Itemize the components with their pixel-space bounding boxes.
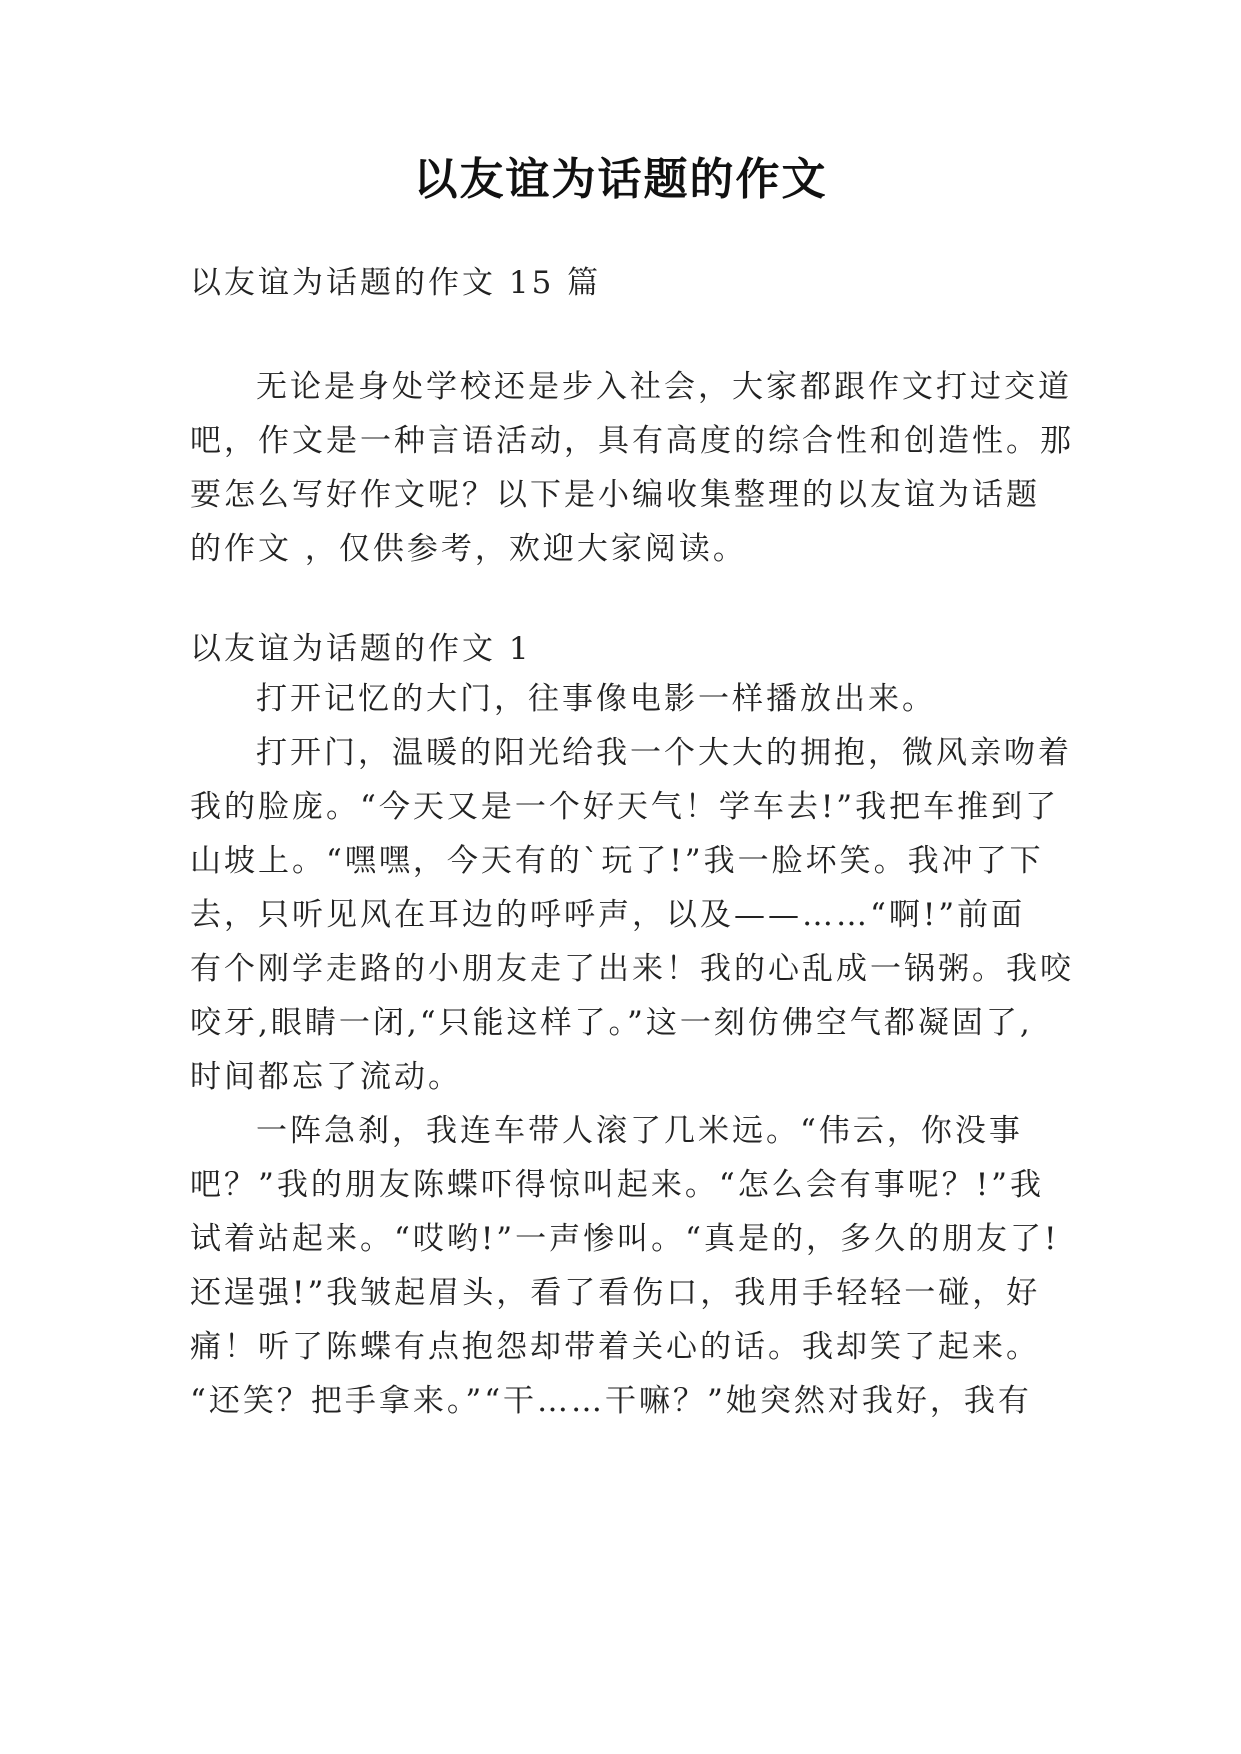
intro-line-3: 要怎么写好作文呢？以下是小编收集整理的以友谊为话题 xyxy=(190,477,1040,513)
intro-line-1: 无论是身处学校还是步入社会，大家都跟作文打过交道 xyxy=(256,369,1072,405)
body-line-2: 打开门，温暖的阳光给我一个大大的拥抱，微风亲吻着 xyxy=(256,735,1072,771)
body-line-10: 吧？”我的朋友陈蝶吓得惊叫起来。“怎么会有事呢？!”我 xyxy=(190,1167,1044,1203)
intro-line-4: 的作文 ，仅供参考，欢迎大家阅读。 xyxy=(190,531,747,567)
body-line-1: 打开记忆的大门，往事像电影一样播放出来。 xyxy=(256,681,936,717)
body-line-5: 去，只听见风在耳边的呼呼声，以及——……“啊!”前面 xyxy=(190,897,1026,933)
body-line-3: 我的脸庞。“今天又是一个好天气！学车去!”我把车推到了 xyxy=(190,789,1060,825)
body-line-6: 有个刚学走路的小朋友走了出来！我的心乱成一锅粥。我咬 xyxy=(190,951,1074,987)
body-line-7: 咬牙,眼睛一闭,“只能这样了。”这一刻仿佛空气都凝固了, xyxy=(190,1005,1033,1041)
body-line-13: 痛！听了陈蝶有点抱怨却带着关心的话。我却笑了起来。 xyxy=(190,1329,1040,1365)
document-subtitle: 以友谊为话题的作文 15 篇 xyxy=(190,265,602,301)
body-line-4: 山坡上。“嘿嘿，今天有的`玩了!”我一脸坏笑。我冲了下 xyxy=(190,843,1044,879)
body-line-12: 还逞强!”我皱起眉头，看了看伤口，我用手轻轻一碰，好 xyxy=(190,1275,1041,1311)
body-line-9: 一阵急刹，我连车带人滚了几米远。“伟云，你没事 xyxy=(256,1113,1023,1149)
body-line-11: 试着站起来。“哎哟!”一声惨叫。“真是的，多久的朋友了! xyxy=(190,1221,1060,1257)
body-line-14: “还笑？把手拿来。”“干……干嘛？”她突然对我好，我有 xyxy=(190,1383,1032,1419)
section-heading: 以友谊为话题的作文 1 xyxy=(190,631,532,667)
document-title: 以友谊为话题的作文 xyxy=(413,154,828,205)
intro-line-2: 吧，作文是一种言语活动，具有高度的综合性和创造性。那 xyxy=(190,423,1074,459)
body-line-8: 时间都忘了流动。 xyxy=(190,1059,462,1095)
